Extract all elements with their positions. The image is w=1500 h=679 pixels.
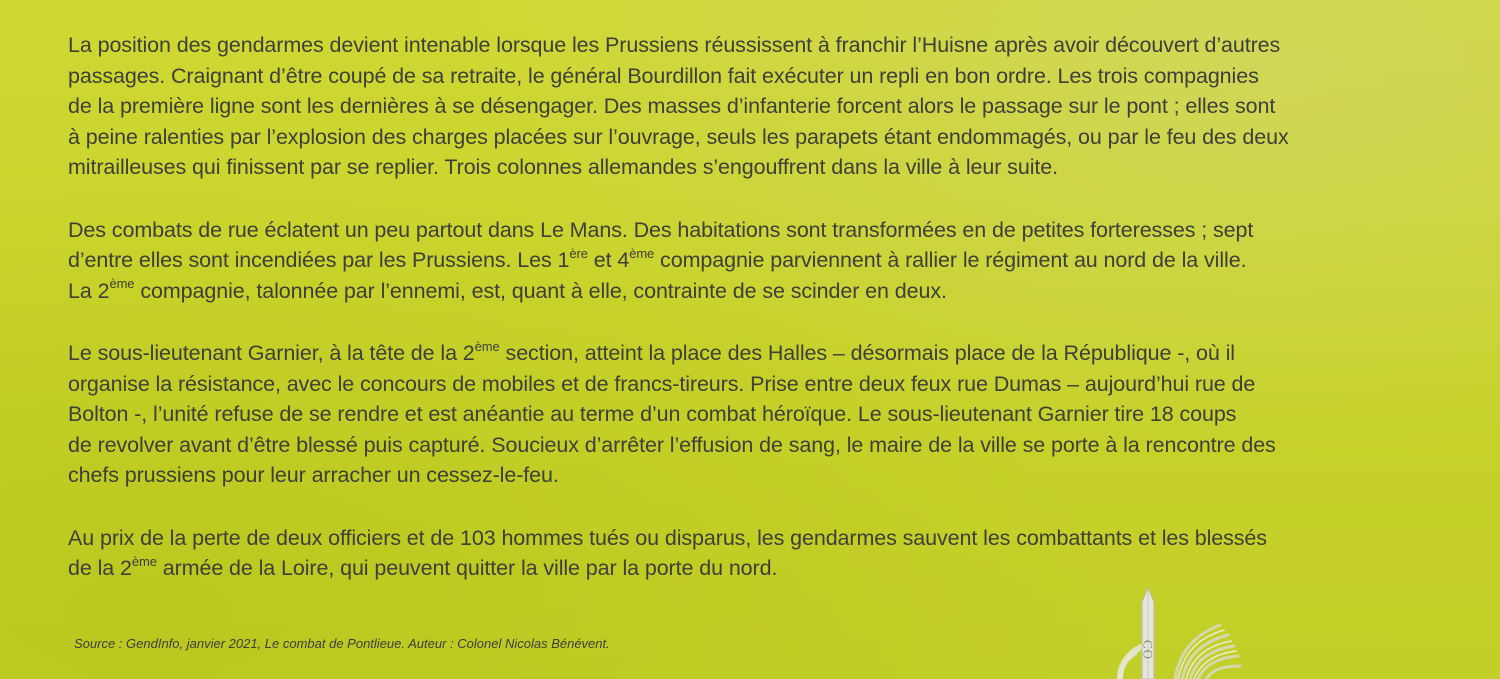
p3-line1b: section, atteint la place des Halles – désormais place de la République -, où il — [499, 341, 1235, 365]
source-credit: Source : GendInfo, janvier 2021, Le combat de Pontlieue. Auteur : Colonel Nicolas Bénévent. — [74, 636, 610, 651]
p2-sup2: ème — [629, 245, 655, 261]
p1-line5: mitrailleuses qui finissent par se replier. Trois colonnes allemandes s’engouffrent dans la ville à leur suite. — [68, 155, 1058, 179]
gendarmerie-emblem-icon — [1100, 580, 1300, 679]
p3-line4: de revolver avant d’être blessé puis capturé. Soucieux d’arrêter l’effusion de sang, le maire de la ville se porte à la rencontre des — [68, 432, 1276, 457]
p1-line3: de la première ligne sont les dernières à se désengager. Des masses d’infanterie forcent alors le passage sur le pont ; elles sont — [68, 94, 1276, 118]
p4-line2b: armée de la Loire, qui peuvent quitter la ville par la porte du nord. — [156, 556, 778, 580]
p3-line3: Bolton -, l’unité refuse de se rendre et est anéantie au terme d’un combat héroïque. Le sous-lieutenant Garnier tire 18 coups — [68, 402, 1237, 426]
paragraph-2 — [68, 215, 1468, 307]
p2-line3b: compagnie, talonnée par l’ennemi, est, quant à elle, contrainte de se scinder en deux. — [134, 278, 947, 303]
p3-sup1: ème — [474, 338, 500, 354]
p1-line2: passages. Craignant d’être coupé de sa retraite, le général Bourdillon fait exécuter un repli en bon ordre. Les trois compagnies — [68, 63, 1259, 88]
p3-line2: organise la résistance, avec le concours de mobiles et de francs-tireurs. Prise entre deux feux rue Dumas – aujourd’hui rue de — [68, 371, 1256, 396]
p2-sup3: ème — [109, 276, 135, 292]
p3-line1a: Le sous-lieutenant Garnier, à la tête de la 2 — [68, 341, 475, 365]
p1-line4: à peine ralenties par l’explosion des charges placées sur l’ouvrage, seuls les parapets étant endommagés, ou par le feu des deux — [68, 124, 1289, 149]
paragraph-3 — [68, 338, 1468, 491]
p1-line1: La position des gendarmes devient intenable lorsque les Prussiens réussissent à franchir l’Huisne après avoir découvert d’autres — [68, 33, 1281, 57]
emblem-lettering: CO — [1140, 639, 1156, 661]
p3-line5: chefs prussiens pour leur arracher un cessez-le-feu. — [68, 463, 559, 487]
p2-line3a: La 2 — [68, 278, 110, 303]
p2-sup1: ère — [569, 245, 588, 261]
p2-line1: Des combats de rue éclatent un peu partout dans Le Mans. Des habitations sont transformées en de petites forteresses ; sept — [68, 217, 1254, 242]
paragraph-1 — [68, 30, 1468, 183]
paragraph-4 — [68, 523, 1468, 584]
p2-line2b: et 4 — [587, 248, 630, 272]
p2-line2a: d’entre elles sont incendiées par les Prussiens. Les 1 — [68, 248, 570, 272]
p4-line2a: de la 2 — [68, 556, 132, 580]
p2-line2c: compagnie parviennent à rallier le régiment au nord de la ville. — [654, 248, 1247, 272]
p4-sup1: ème — [131, 553, 157, 569]
p4-line1: Au prix de la perte de deux officiers et de 103 hommes tués ou disparus, les gendarmes sauvent les combattants et les blessés — [68, 525, 1267, 550]
text-panel — [68, 30, 1468, 616]
